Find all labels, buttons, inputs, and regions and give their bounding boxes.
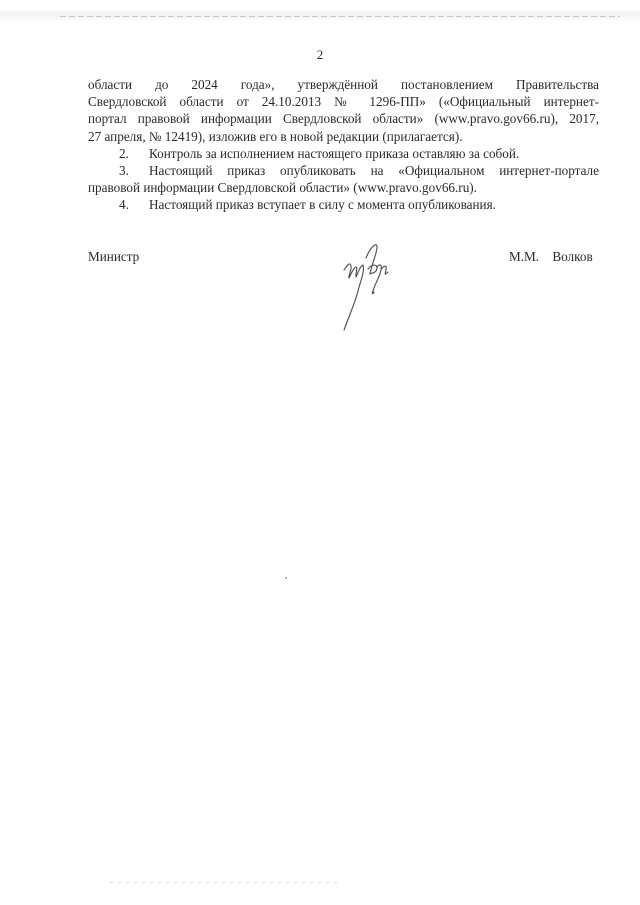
signatory-title: Министр — [88, 249, 140, 264]
signatory-name: М.М. Волков — [509, 249, 593, 264]
list-item — [88, 145, 599, 162]
list-item — [88, 196, 599, 213]
scan-top-shadow — [0, 8, 640, 22]
paragraph-line: портал правовой информации Свердловской области» (www.pravo.gov66.ru), 2017, — [88, 111, 599, 127]
item-continuation: правовой информации Свердловской области» (www.pravo.gov66.ru). — [88, 180, 477, 196]
page-number: 2 — [316, 47, 324, 62]
scan-bottom-noise — [110, 882, 340, 883]
handwritten-signature — [330, 236, 410, 336]
item-number: 3. — [119, 163, 129, 179]
scan-top-edge — [60, 16, 620, 17]
item-text: Контроль за исполнением настоящего приказа оставляю за собой. — [149, 145, 520, 161]
paragraph-line: области до 2024 года», утверждённой постановлением Правительства — [88, 77, 599, 92]
item-text: Настоящий приказ вступает в силу с момента опубликования. — [149, 197, 496, 213]
document-body — [88, 76, 599, 214]
list-item — [88, 162, 599, 179]
paragraph-line: Свердловской области от 24.10.2013 № 1296-ПП» («Официальный интернет- — [88, 94, 599, 110]
item-number: 4. — [119, 197, 129, 213]
item-text: Настоящий приказ опубликовать на «Официальном интернет-портале — [149, 163, 599, 179]
item-number: 2. — [119, 145, 129, 161]
paragraph-line: 27 апреля, № 12419), изложив его в новой редакции (прилагается). — [88, 128, 463, 144]
scan-speck — [285, 577, 287, 579]
